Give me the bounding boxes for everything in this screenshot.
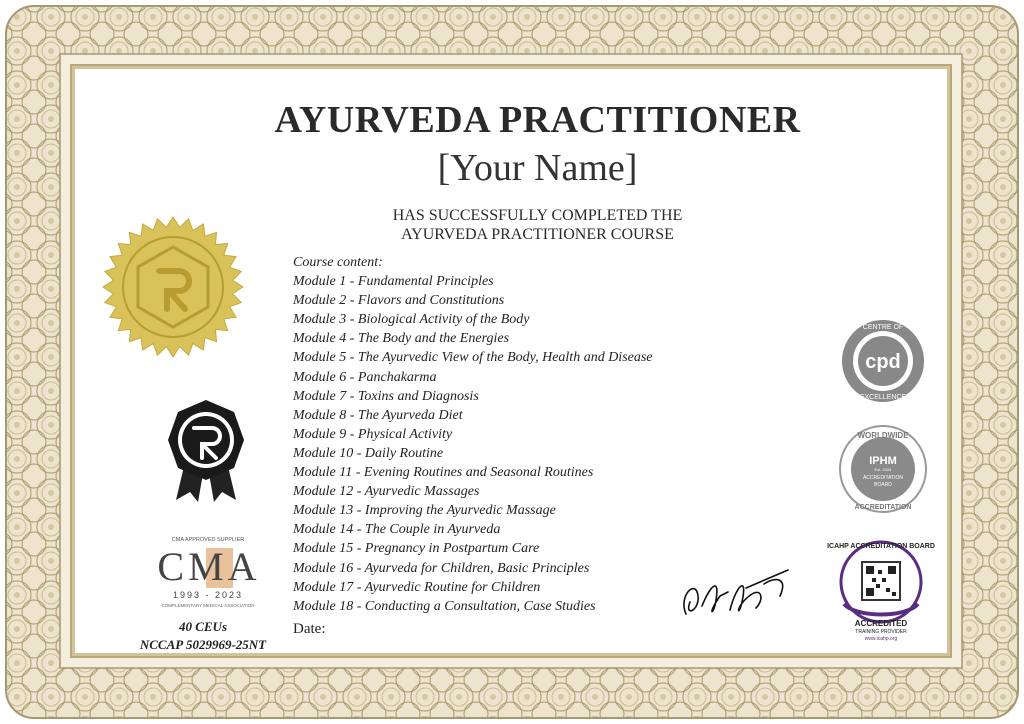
- iphm-bottom-text: ACCREDITATION: [854, 504, 912, 511]
- cma-sub-text: COMPLEMENTARY MEDICAL ASSOCIATION: [161, 603, 255, 608]
- cma-years: 1993 - 2023: [172, 590, 244, 600]
- module-item: Module 11 - Evening Routines and Seasonal Routines: [293, 465, 594, 481]
- cpd-bottom-text: EXCELLENCE: [859, 394, 907, 401]
- icahp-ring-text: ICAHP ACCREDITATION BOARD: [827, 543, 935, 550]
- ceus-block: [108, 618, 298, 654]
- module-item: Module 15 - Pregnancy in Postpartum Care: [293, 541, 540, 557]
- module-item: Module 6 - Panchakarma: [293, 369, 437, 385]
- module-item: Module 1 - Fundamental Principles: [293, 274, 494, 290]
- iphm-logo-text: IPHM: [869, 455, 897, 467]
- module-item: Module 12 - Ayurvedic Massages: [293, 484, 480, 500]
- cpd-logo-text: cpd: [865, 351, 901, 373]
- module-item: Module 4 - The Body and the Energies: [293, 331, 510, 347]
- module-item: Module 18 - Conducting a Consultation, Case Studies: [293, 598, 596, 614]
- iphm-est-text: Est. 2004: [874, 467, 892, 472]
- module-item: Module 16 - Ayurveda for Children, Basic Principles: [293, 560, 590, 576]
- ribbon-badge-icon: [164, 398, 248, 504]
- nccap-number: NCCAP 5029969-25NT: [139, 637, 267, 652]
- module-item: Module 9 - Physical Activity: [293, 426, 453, 442]
- cma-logo: CMA: [157, 544, 261, 589]
- cma-top-text: CMA APPROVED SUPPLIER: [171, 537, 245, 543]
- module-item: Module 7 - Toxins and Diagnosis: [293, 388, 479, 404]
- course-content-label: Course content:: [293, 255, 383, 270]
- signature: [676, 566, 796, 626]
- cpd-badge-icon: [840, 318, 926, 404]
- certificate-title: AYURVEDA PRACTITIONER: [274, 99, 801, 141]
- module-item: Module 2 - Flavors and Constitutions: [293, 293, 505, 309]
- icahp-provider: TRAINING PROVIDER: [855, 629, 907, 635]
- icahp-accredited: ACCREDITED: [854, 619, 908, 628]
- iphm-top-text: WORLDWIDE: [857, 431, 909, 440]
- module-item: Module 14 - The Couple in Ayurveda: [293, 522, 501, 538]
- iphm-line2: BOARD: [874, 482, 892, 488]
- completion-statement: [0, 206, 1024, 244]
- recipient-name: [Your Name]: [437, 147, 638, 189]
- date-label: Date:: [293, 621, 326, 637]
- ceus-text: 40 CEUs: [178, 619, 228, 634]
- module-item: Module 3 - Biological Activity of the Body: [293, 312, 530, 328]
- icahp-url: www.icahp.org: [864, 636, 898, 642]
- iphm-line1: ACCREDITATION: [862, 475, 904, 481]
- course-content: [293, 253, 653, 616]
- module-item: Module 8 - The Ayurveda Diet: [293, 407, 463, 423]
- completion-line-1: HAS SUCCESSFULLY COMPLETED THE: [392, 207, 683, 224]
- cpd-top-text: CENTRE OF: [862, 324, 904, 331]
- completion-line-2: AYURVEDA PRACTITIONER COURSE: [401, 226, 674, 243]
- icahp-badge-icon: [826, 532, 936, 642]
- module-item: Module 5 - The Ayurvedic View of the Body, Health and Disease: [293, 350, 653, 366]
- module-item: Module 17 - Ayurvedic Routine for Children: [293, 579, 541, 595]
- module-item: Module 10 - Daily Routine: [293, 445, 444, 461]
- module-item: Module 13 - Improving the Ayurvedic Massage: [293, 503, 556, 519]
- iphm-badge-icon: [838, 424, 928, 514]
